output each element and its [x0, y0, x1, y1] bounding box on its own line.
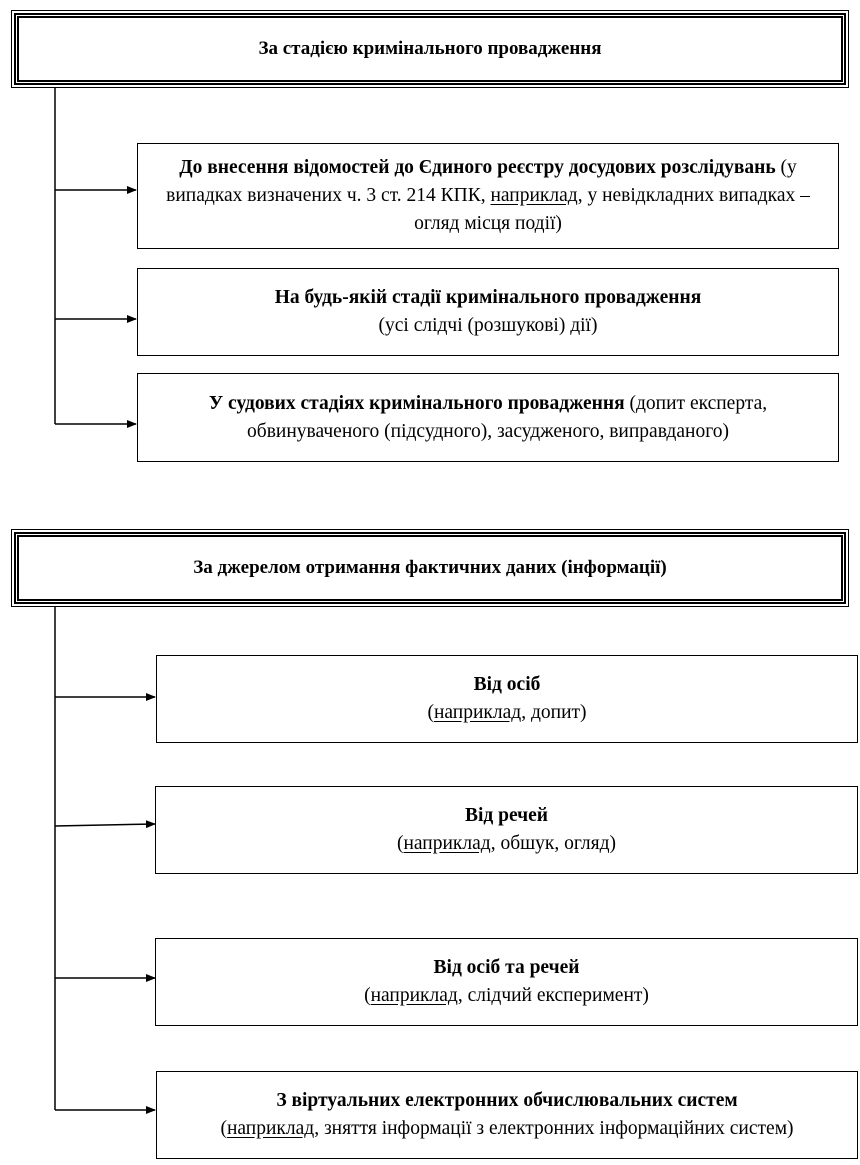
section2-box-3-rest: , слідчий експеримент)	[457, 985, 649, 1006]
section2-box-4-underlined: наприклад	[226, 1118, 315, 1139]
section1-title: За стадією кримінального провадження	[258, 38, 602, 59]
section2-box-1-rest: , допит)	[521, 702, 587, 723]
section2-title: За джерелом отримання фактичних даних (інформації)	[193, 557, 667, 578]
section1-box-1-text-after: , у невідкладних випадках – огляд місця події)	[414, 185, 810, 234]
section2-box-1-underlined: наприклад	[433, 702, 522, 723]
section2-box-2-rest: , обшук, огляд)	[490, 833, 617, 854]
section1-box-1-bold: До внесення відомостей до Єдиного реєстру досудових розслідувань	[179, 157, 776, 179]
section1-box-pretrial-registry	[137, 143, 839, 249]
section1-box-3-text	[148, 390, 828, 445]
section1-box-1-underlined: наприклад	[490, 185, 578, 207]
section2-box-4-open: (	[220, 1118, 227, 1139]
section2-box-4-text	[220, 1115, 793, 1143]
section1-box-court-stages	[137, 373, 839, 462]
section2-box-from-persons	[156, 655, 858, 743]
section1-box-2-text: (усі слідчі (розшукові) дії)	[378, 315, 598, 336]
section2-box-persons-and-things	[155, 938, 858, 1026]
section2-box-1-bold: Від осіб	[473, 674, 541, 696]
section2-box-1-text	[427, 699, 586, 727]
section2-box-3-open: (	[364, 985, 371, 1006]
section1-box-2-bold: На будь-якій стадії кримінального провадження	[274, 287, 702, 309]
section2-box-2-underlined: наприклад	[403, 833, 491, 854]
section1-box-3-rest: (допит експерта, обвинуваченого (підсудного), засудженого, виправданого)	[247, 392, 768, 442]
section1-box-3-bold: У судових стадіях кримінального провадження	[208, 392, 625, 414]
section2-box-4-bold: З віртуальних електронних обчислювальних систем	[276, 1090, 738, 1112]
section2-box-3-bold: Від осіб та речей	[433, 957, 580, 979]
section1-title-box	[14, 13, 846, 85]
section2-box-2-open: (	[396, 833, 404, 854]
section2-box-4-rest: , зняття інформації з електронних інформаційних систем)	[314, 1118, 794, 1139]
section1-box-any-stage	[137, 268, 839, 356]
section2-box-3-text	[364, 982, 649, 1010]
section1-box-1-text	[148, 154, 828, 237]
section2-box-2-bold: Від речей	[464, 805, 549, 827]
section2-box-from-things	[155, 786, 858, 874]
section2-box-3-underlined: наприклад	[370, 985, 458, 1006]
section2-arrow-2	[55, 824, 155, 826]
section2-box-virtual-systems	[156, 1071, 858, 1159]
section2-box-2-text	[397, 830, 616, 858]
section1-box-1-text-before: (у випадках визначених ч. 3 ст. 214 КПК,	[166, 157, 797, 207]
section2-title-box	[14, 532, 846, 604]
section2-box-1-open: (	[427, 702, 434, 723]
